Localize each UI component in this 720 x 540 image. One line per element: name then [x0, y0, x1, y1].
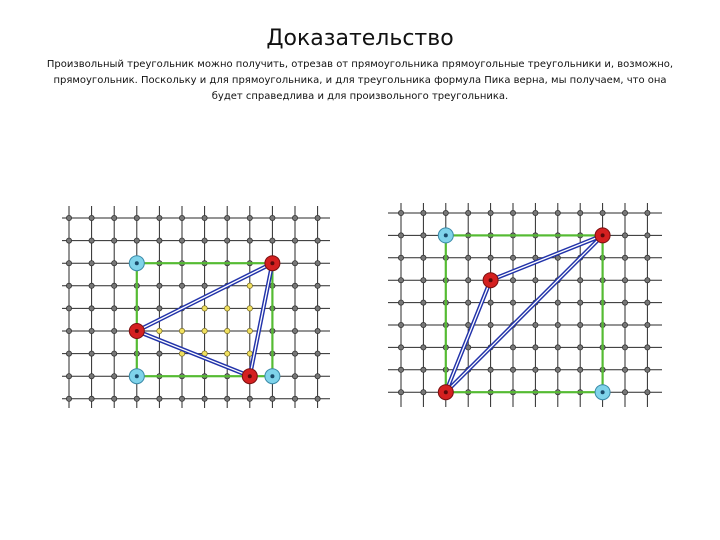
lattice-node: [315, 238, 320, 243]
triangle-vertex-center: [489, 278, 493, 282]
lattice-node: [443, 210, 448, 215]
lattice-node: [112, 215, 117, 220]
lattice-node: [112, 283, 117, 288]
lattice-node: [292, 374, 297, 379]
lattice-node: [89, 351, 94, 356]
lattice-node: [270, 238, 275, 243]
lattice-node: [555, 367, 560, 372]
lattice-node: [645, 278, 650, 283]
lattice-node: [225, 396, 230, 401]
lattice-node: [292, 351, 297, 356]
lattice-node: [315, 328, 320, 333]
lattice-node: [315, 283, 320, 288]
triangle-vertex-center: [248, 374, 252, 378]
lattice-node: [466, 210, 471, 215]
lattice-node: [292, 328, 297, 333]
rectangle-corner-point-center: [601, 390, 605, 394]
lattice-node: [157, 215, 162, 220]
lattice-node: [398, 300, 403, 305]
lattice-node: [179, 238, 184, 243]
lattice-node: [225, 215, 230, 220]
lattice-node: [645, 367, 650, 372]
lattice-node: [578, 300, 583, 305]
lattice-node: [134, 396, 139, 401]
lattice-node: [510, 255, 515, 260]
lattice-node: [315, 215, 320, 220]
lattice-node: [179, 396, 184, 401]
lattice-node: [622, 322, 627, 327]
right-grid-diagram: [388, 203, 662, 407]
lattice-node: [157, 238, 162, 243]
interior-point: [157, 328, 162, 333]
lattice-node: [315, 306, 320, 311]
lattice-node: [578, 322, 583, 327]
triangle-vertex-center: [444, 390, 448, 394]
lattice-node: [578, 367, 583, 372]
slide-body-text: Произвольный треугольник можно получить, отрезав от прямоугольника прямоугольные треугольники и, возможно, прямоугольник. Поскольку и для прямоугольника, и для треугольника формула Пика верна, мы получаем, что она будет справедлива и для произвольного треугольника.: [46, 59, 674, 102]
lattice-node: [292, 283, 297, 288]
lattice-node: [488, 300, 493, 305]
lattice-node: [292, 238, 297, 243]
lattice-node: [315, 374, 320, 379]
lattice-node: [533, 210, 538, 215]
lattice-node: [510, 210, 515, 215]
lattice-node: [421, 210, 426, 215]
lattice-node: [66, 328, 71, 333]
lattice-node: [202, 283, 207, 288]
lattice-node: [533, 367, 538, 372]
lattice-node: [247, 238, 252, 243]
lattice-node: [421, 300, 426, 305]
lattice-node: [66, 396, 71, 401]
lattice-node: [89, 306, 94, 311]
lattice-node: [421, 278, 426, 283]
lattice-node: [578, 278, 583, 283]
lattice-node: [292, 215, 297, 220]
lattice-node: [398, 367, 403, 372]
lattice-node: [421, 390, 426, 395]
lattice-node: [157, 396, 162, 401]
lattice-node: [134, 215, 139, 220]
lattice-node: [270, 396, 275, 401]
lattice-node: [398, 345, 403, 350]
lattice-node: [89, 328, 94, 333]
lattice-node: [112, 261, 117, 266]
lattice-node: [622, 345, 627, 350]
lattice-node: [466, 300, 471, 305]
lattice-node: [66, 283, 71, 288]
lattice-node: [645, 300, 650, 305]
interior-point: [225, 328, 230, 333]
lattice-node: [510, 300, 515, 305]
rectangle-corner-point-center: [135, 261, 139, 265]
lattice-node: [66, 215, 71, 220]
lattice-node: [622, 390, 627, 395]
lattice-node: [179, 215, 184, 220]
lattice-node: [315, 261, 320, 266]
lattice-node: [421, 367, 426, 372]
lattice-node: [66, 238, 71, 243]
lattice-node: [157, 306, 162, 311]
lattice-node: [89, 238, 94, 243]
lattice-node: [622, 278, 627, 283]
lattice-node: [112, 396, 117, 401]
lattice-node: [134, 238, 139, 243]
lattice-node: [112, 351, 117, 356]
lattice-node: [398, 322, 403, 327]
lattice-node: [315, 351, 320, 356]
triangle-vertex-center: [270, 261, 274, 265]
interior-point: [247, 351, 252, 356]
lattice-node: [398, 210, 403, 215]
interior-point: [202, 328, 207, 333]
lattice-node: [112, 238, 117, 243]
interior-point: [247, 328, 252, 333]
lattice-node: [66, 306, 71, 311]
lattice-node: [89, 215, 94, 220]
lattice-node: [202, 396, 207, 401]
lattice-node: [533, 322, 538, 327]
triangle-vertex-center: [601, 233, 605, 237]
lattice-node: [466, 278, 471, 283]
lattice-node: [157, 351, 162, 356]
lattice-node: [645, 233, 650, 238]
lattice-node: [645, 210, 650, 215]
lattice-node: [555, 345, 560, 350]
lattice-node: [622, 255, 627, 260]
lattice-node: [533, 278, 538, 283]
lattice-node: [179, 283, 184, 288]
lattice-node: [510, 367, 515, 372]
triangle-vertex-center: [135, 329, 139, 333]
lattice-node: [421, 345, 426, 350]
lattice-node: [421, 322, 426, 327]
interior-point: [179, 328, 184, 333]
lattice-node: [645, 322, 650, 327]
lattice-node: [510, 278, 515, 283]
lattice-node: [421, 233, 426, 238]
lattice-node: [466, 255, 471, 260]
lattice-node: [66, 261, 71, 266]
lattice-node: [89, 261, 94, 266]
lattice-node: [645, 345, 650, 350]
lattice-node: [488, 255, 493, 260]
lattice-node: [622, 210, 627, 215]
rectangle-corner-point-center: [444, 233, 448, 237]
lattice-node: [555, 210, 560, 215]
lattice-node: [398, 233, 403, 238]
lattice-node: [66, 351, 71, 356]
lattice-node: [645, 390, 650, 395]
lattice-node: [510, 345, 515, 350]
lattice-node: [112, 328, 117, 333]
lattice-node: [555, 322, 560, 327]
lattice-node: [112, 306, 117, 311]
lattice-node: [292, 261, 297, 266]
lattice-node: [202, 215, 207, 220]
interior-point: [247, 283, 252, 288]
lattice-node: [270, 215, 275, 220]
lattice-node: [89, 396, 94, 401]
rectangle-corner-point-center: [135, 374, 139, 378]
interior-point: [225, 306, 230, 311]
lattice-node: [578, 210, 583, 215]
lattice-node: [645, 255, 650, 260]
interior-point: [202, 306, 207, 311]
lattice-node: [533, 345, 538, 350]
lattice-node: [555, 300, 560, 305]
interior-point: [247, 306, 252, 311]
lattice-node: [488, 367, 493, 372]
lattice-node: [247, 215, 252, 220]
lattice-node: [225, 238, 230, 243]
lattice-node: [600, 210, 605, 215]
lattice-node: [292, 306, 297, 311]
left-grid-svg: [62, 206, 330, 408]
lattice-node: [578, 345, 583, 350]
lattice-node: [622, 367, 627, 372]
lattice-node: [292, 396, 297, 401]
slide-title: Доказательство: [266, 26, 454, 51]
lattice-node: [622, 300, 627, 305]
interior-point: [225, 351, 230, 356]
lattice-node: [398, 255, 403, 260]
lattice-node: [622, 233, 627, 238]
lattice-node: [89, 374, 94, 379]
lattice-node: [247, 396, 252, 401]
lattice-node: [398, 390, 403, 395]
lattice-node: [89, 283, 94, 288]
lattice-node: [488, 210, 493, 215]
rectangle-corner-point-center: [270, 374, 274, 378]
lattice-node: [66, 374, 71, 379]
lattice-node: [202, 238, 207, 243]
lattice-node: [112, 374, 117, 379]
left-grid-diagram: [62, 206, 330, 408]
lattice-node: [157, 283, 162, 288]
right-grid-svg: [388, 203, 662, 407]
lattice-node: [315, 396, 320, 401]
lattice-node: [488, 322, 493, 327]
lattice-node: [421, 255, 426, 260]
lattice-node: [398, 278, 403, 283]
